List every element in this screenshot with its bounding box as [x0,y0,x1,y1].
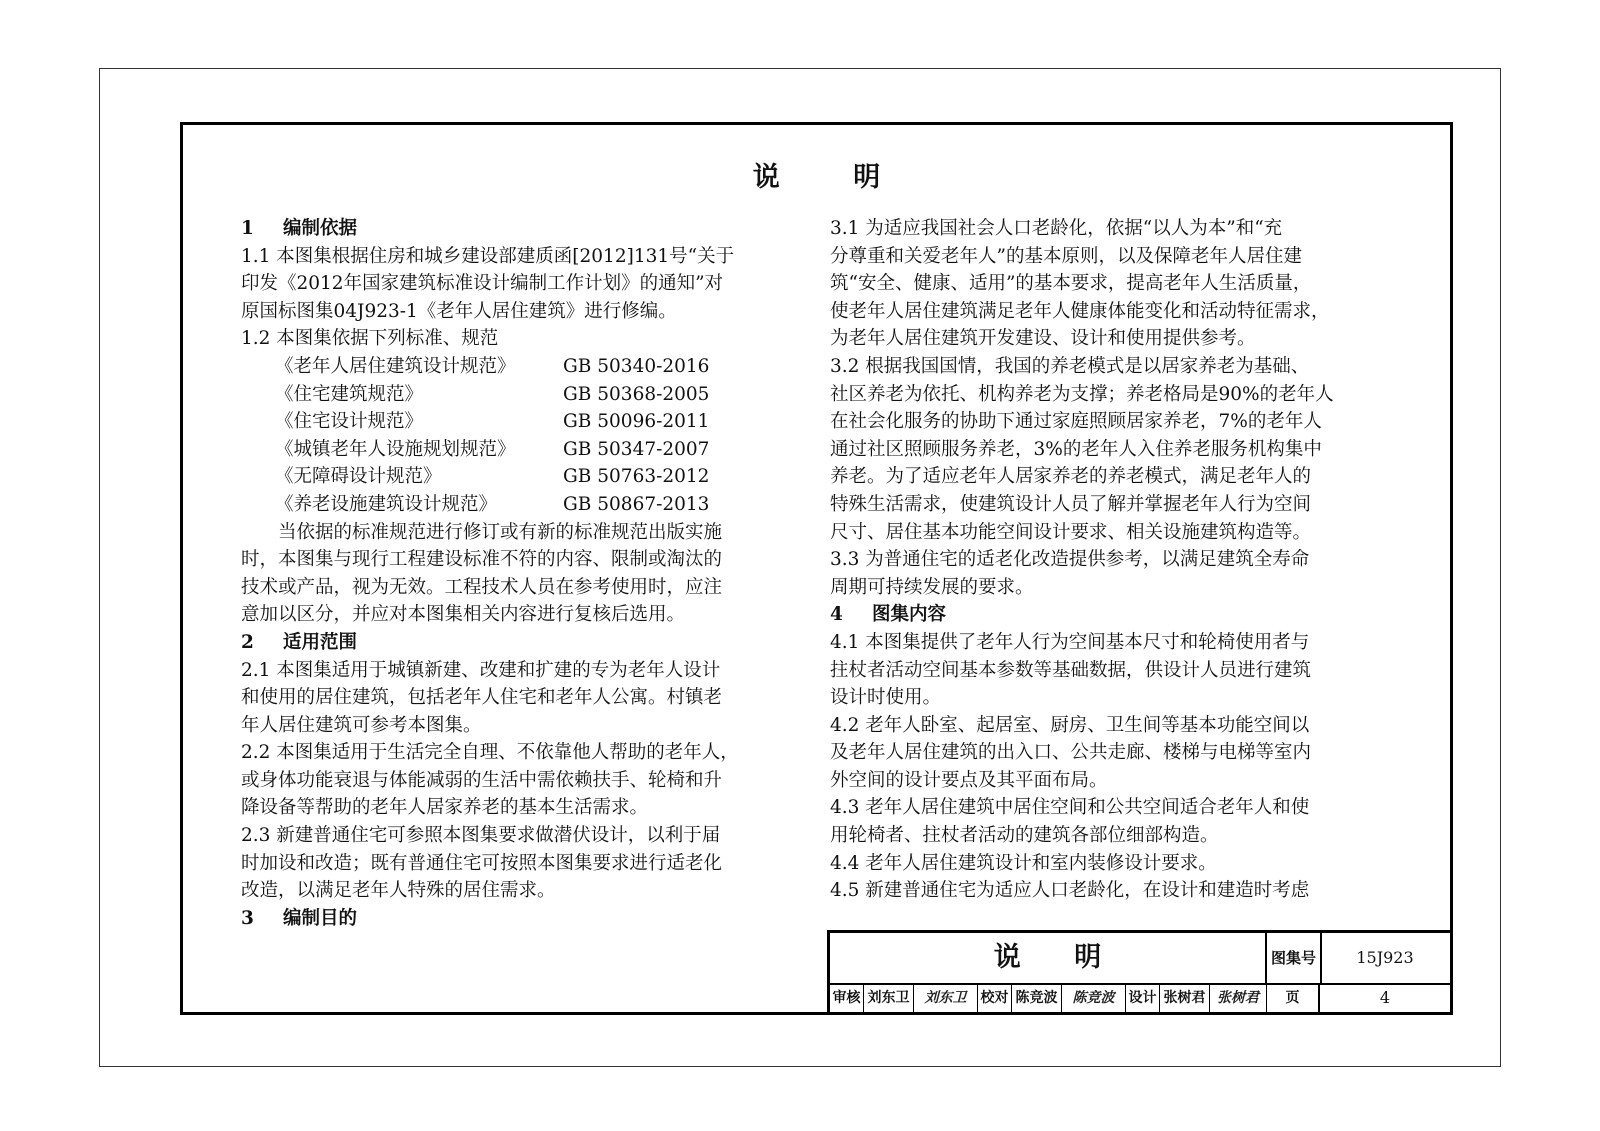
text-line: 或身体功能衰退与体能减弱的生活中需依赖扶手、轮椅和升 [241,769,723,791]
text-line: 4.3 老年人居住建筑中居住空间和公共空间适合老年人和使 [830,797,1310,819]
page-label: 页 [1267,983,1320,1013]
section-title: 适用范围 [283,631,358,653]
title-block-row-top [830,933,1450,985]
section-title: 编制目的 [283,907,358,929]
designer-label: 设计 [1126,983,1160,1013]
section-number: 3 [241,907,254,929]
standard-name: 《住宅建筑规范》 [275,383,424,405]
text-line: 周期可持续发展的要求。 [830,576,1034,598]
section-title: 图集内容 [872,604,947,626]
standard-item [241,463,801,491]
text-line: 尺寸、居住基本功能空间设计要求、相关设施建筑构造等。 [830,521,1312,543]
standard-code: GB 50340-2016 [563,355,710,377]
text-line: 特殊生活需求，使建筑设计人员了解并掌握老年人行为空间 [830,493,1312,515]
text-line: 4.4 老年人居住建筑设计和室内装修设计要求。 [830,852,1217,874]
text-line: 及老年人居住建筑的出入口、公共走廊、楼梯与电梯等室内 [830,742,1312,764]
section-heading [241,629,801,657]
drawing-frame [180,122,1453,1015]
text-line: 1.1 本图集根据住房和城乡建设部建质函[2012]131号“关于 [241,245,735,267]
checker-name: 陈竞波 [1012,983,1062,1013]
standard-item [241,353,801,381]
right-column [830,215,1415,905]
text-line: 使老年人居住建筑满足老年人健康体能变化和活动特征需求， [830,300,1330,322]
text-line: 在社会化服务的协助下通过家庭照顾居家养老，7%的老年人 [830,411,1322,433]
text-line: 用轮椅者、拄杖者活动的建筑各部位细部构造。 [830,825,1219,847]
designer-signature: 张树君 [1210,983,1267,1013]
section-number: 4 [830,604,843,626]
standard-name: 《城镇老年人设施规划规范》 [275,438,516,460]
text-line: 改造，以满足老年人特殊的居住需求。 [241,880,556,902]
text-line: 年人居住建筑可参考本图集。 [241,714,482,736]
text-line: 1.2 本图集依据下列标准、规范 [241,328,499,350]
text-line: 3.2 根据我国国情，我国的养老模式是以居家养老为基础、 [830,355,1310,377]
section-number: 2 [241,631,254,653]
section-number: 1 [241,218,254,239]
section-title: 编制依据 [283,218,358,239]
reviewer-signature: 刘东卫 [914,983,978,1013]
title-block [827,930,1450,1013]
text-line: 4.5 新建普通住宅为适应人口老龄化，在设计和建造时考虑 [830,880,1310,902]
designer-name: 张树君 [1160,983,1210,1013]
standard-item [241,491,801,519]
standard-name: 《无障碍设计规范》 [275,466,442,488]
text-line: 当依据的标准规范进行修订或有新的标准规范出版实施 [278,521,723,543]
text-line: 降设备等帮助的老年人居家养老的基本生活需求。 [241,797,649,819]
text-line: 时加设和改造；既有普通住宅可按照本图集要求进行适老化 [241,852,723,874]
section-heading [241,905,801,933]
text-line: 为老年人居住建筑开发建设、设计和使用提供参考。 [830,328,1256,350]
atlas-number: 15J923 [1356,948,1414,967]
text-line: 分尊重和关爱老年人”的基本原则，以及保障老年人居住建 [830,245,1302,267]
standard-name: 《住宅设计规范》 [275,411,424,433]
text-line: 意加以区分，并应对本图集相关内容进行复核后选用。 [241,604,686,626]
standard-code: GB 50763-2012 [563,466,710,488]
standard-code: GB 50347-2007 [563,438,710,460]
text-line: 2.2 本图集适用于生活完全自理、不依靠他人帮助的老年人， [241,742,739,764]
text-line: 4.2 老年人卧室、起居室、厨房、卫生间等基本功能空间以 [830,714,1310,736]
text-line: 3.3 为普通住宅的适老化改造提供参考，以满足建筑全寿命 [830,549,1310,571]
text-line: 时，本图集与现行工程建设标准不符的内容、限制或淘汰的 [241,549,723,571]
standard-item [241,408,801,436]
standard-code: GB 50096-2011 [563,411,710,433]
text-line: 设计时使用。 [830,687,942,709]
text-line: 拄杖者活动空间基本参数等基础数据，供设计人员进行建筑 [830,659,1312,681]
standard-code: GB 50867-2013 [563,493,710,515]
text-line: 4.1 本图集提供了老年人行为空间基本尺寸和轮椅使用者与 [830,631,1310,653]
text-line: 3.1 为适应我国社会人口老龄化，依据“以人为本”和“充 [830,218,1283,239]
text-line: 印发《2012年国家建筑标准设计编制工作计划》的通知”对 [241,273,724,295]
text-line: 社区养老为依托、机构养老为支撑；养老格局是90%的老年人 [830,383,1334,405]
text-line: 外空间的设计要点及其平面布局。 [830,769,1108,791]
left-column [241,215,801,932]
checker-label: 校对 [978,983,1012,1013]
standard-code: GB 50368-2005 [563,383,710,405]
standard-item [241,436,801,464]
text-line: 2.3 新建普通住宅可参照本图集要求做潜伏设计，以利于届 [241,825,721,847]
standard-name: 《养老设施建筑设计规范》 [275,493,498,515]
page-title: 说 明 [752,162,913,193]
text-line: 原国标图集04J923-1《老年人居住建筑》进行修编。 [241,300,677,322]
section-heading [241,215,801,243]
checker-signature: 陈竞波 [1062,983,1126,1013]
reviewer-label: 审核 [830,983,864,1013]
page-number: 4 [1379,988,1391,1007]
text-line: 和使用的居住建筑，包括老年人住宅和老年人公寓。村镇老 [241,687,723,709]
text-line: 筑“安全、健康、适用”的基本要求，提高老年人生活质量， [830,273,1312,295]
title-block-row-bottom [830,983,1450,1013]
text-line: 技术或产品，视为无效。工程技术人员在参考使用时，应注 [241,576,723,598]
text-line: 养老。为了适应老年人居家养老的养老模式，满足老年人的 [830,466,1312,488]
section-heading [830,601,1415,629]
standard-item [241,381,801,409]
text-line: 通过社区照顾服务养老，3%的老年人入住养老服务机构集中 [830,438,1322,460]
atlas-number-label: 图集号 [1267,933,1322,983]
standard-name: 《老年人居住建筑设计规范》 [275,355,516,377]
reviewer-name: 刘东卫 [864,983,914,1013]
title-block-title: 说 明 [830,933,1267,983]
text-line: 2.1 本图集适用于城镇新建、改建和扩建的专为老年人设计 [241,659,721,681]
